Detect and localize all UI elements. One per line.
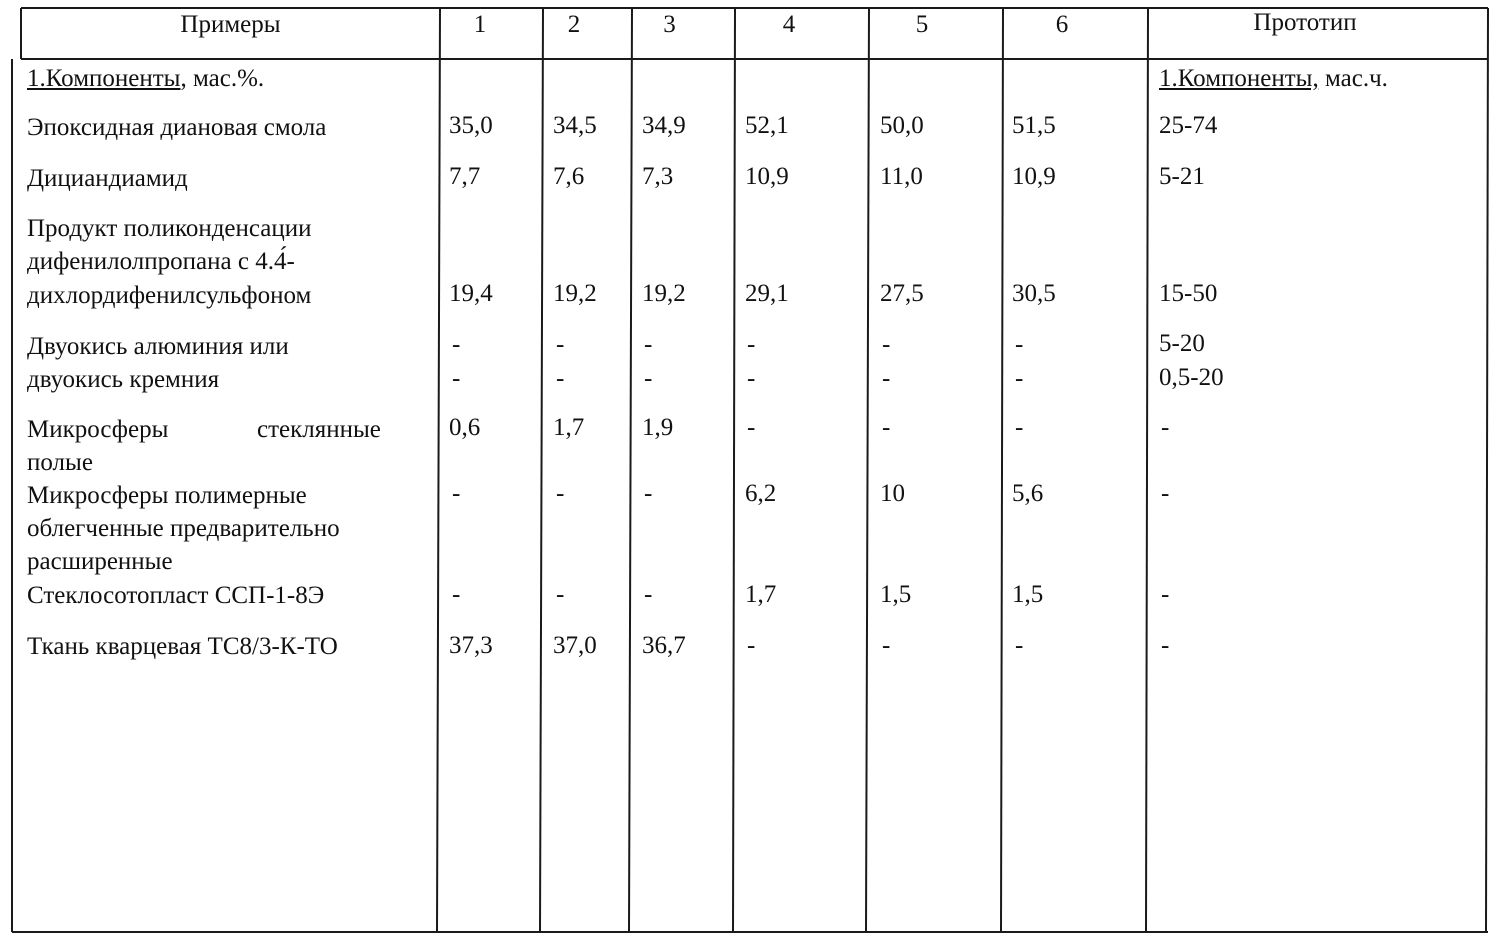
row-value: - <box>556 365 565 392</box>
row-prototype-value: 25-74 <box>1159 112 1218 139</box>
row-value: - <box>644 331 653 358</box>
row-value: 10,9 <box>745 163 789 190</box>
section-label-prototype-underlined: 1.Компоненты, <box>1159 65 1319 92</box>
row-value: 19,2 <box>553 280 597 307</box>
row-value: - <box>644 581 653 608</box>
row-prototype-value: - <box>1161 632 1170 659</box>
row-value: - <box>556 581 565 608</box>
row-value: 10,9 <box>1012 163 1056 190</box>
row-value: 1,5 <box>880 581 912 608</box>
row-name: Эпоксидная диановая смола <box>27 114 327 141</box>
row-value: 0,6 <box>449 414 481 441</box>
header-col-4: 4 <box>782 11 796 38</box>
header-prototype: Прототип <box>1253 9 1357 36</box>
row-prototype-value: 0,5-20 <box>1159 364 1224 391</box>
row-name: Продукт поликонденсации <box>27 215 312 242</box>
row-value: - <box>1015 331 1024 358</box>
row-value: 51,5 <box>1012 112 1056 139</box>
row-name: полые <box>27 449 93 476</box>
row-name: стеклянные <box>257 416 381 443</box>
row-value: - <box>882 365 891 392</box>
row-prototype-value: 5-20 <box>1159 330 1205 357</box>
row-name: двуокись кремния <box>27 366 220 393</box>
row-value: 1,7 <box>553 414 585 441</box>
row-value: 7,7 <box>449 163 481 190</box>
row-value: - <box>882 414 891 441</box>
row-value: 7,6 <box>553 163 585 190</box>
row-prototype-value: - <box>1161 581 1170 608</box>
row-value: 5,6 <box>1012 480 1044 507</box>
row-value: 10 <box>880 480 905 507</box>
row-value: - <box>644 365 653 392</box>
row-value: 36,7 <box>642 632 686 659</box>
row-value: 1,5 <box>1012 581 1044 608</box>
row-value: - <box>1015 414 1024 441</box>
row-name: дихлордифенилсульфоном <box>27 282 312 309</box>
row-value: 52,1 <box>745 112 789 139</box>
header-col-6: 6 <box>1055 11 1069 38</box>
row-value: - <box>882 632 891 659</box>
row-name: Ткань кварцевая ТС8/3-К-ТО <box>27 633 338 660</box>
header-col-5: 5 <box>915 11 929 38</box>
row-value: - <box>452 581 461 608</box>
row-value: - <box>556 331 565 358</box>
row-name: расширенные <box>27 548 173 575</box>
row-value: 35,0 <box>449 112 493 139</box>
row-value: 34,9 <box>642 112 686 139</box>
row-prototype-value: - <box>1161 414 1170 441</box>
row-value: 7,3 <box>642 163 674 190</box>
row-value: 1,7 <box>745 581 777 608</box>
row-value: 19,2 <box>642 280 686 307</box>
row-value: 34,5 <box>553 112 597 139</box>
row-name: Дициандиамид <box>27 165 188 192</box>
row-name: Микросферы <box>27 416 169 443</box>
row-value: - <box>452 365 461 392</box>
row-prototype-value: 15-50 <box>1159 280 1218 307</box>
row-value: - <box>1015 632 1024 659</box>
row-value: - <box>556 480 565 507</box>
row-value: - <box>644 480 653 507</box>
row-value: - <box>452 331 461 358</box>
header-col-3: 3 <box>663 11 676 38</box>
row-name: облегченные предварительно <box>27 515 340 542</box>
row-value: - <box>747 414 756 441</box>
row-value: 29,1 <box>745 280 789 307</box>
row-name: Стеклосотопласт ССП-1-8Э <box>27 582 325 609</box>
section-label-examples-rest: , мас.%. <box>180 65 265 92</box>
row-name: Микросферы полимерные <box>27 482 307 509</box>
row-prototype-value: 5-21 <box>1159 163 1205 190</box>
row-value: - <box>747 632 756 659</box>
row-value: - <box>747 365 756 392</box>
row-value: 37,3 <box>449 632 493 659</box>
row-value: 6,2 <box>745 480 777 507</box>
row-value: 27,5 <box>880 280 924 307</box>
row-value: 37,0 <box>553 632 597 659</box>
row-value: 50,0 <box>880 112 924 139</box>
row-name: Двуокись алюминия или <box>27 333 289 360</box>
row-value: 30,5 <box>1012 280 1056 307</box>
section-label-prototype-rest: мас.ч. <box>1318 65 1388 92</box>
header-col-2: 2 <box>567 11 581 38</box>
row-name: дифенилолпропана с 4.4́- <box>27 248 295 275</box>
header-examples: Примеры <box>180 11 281 38</box>
row-value: 11,0 <box>880 163 923 190</box>
row-value: - <box>882 331 891 358</box>
row-value: 19,4 <box>449 280 493 307</box>
row-value: 1,9 <box>642 414 674 441</box>
row-value: - <box>1015 365 1024 392</box>
row-value: - <box>452 480 461 507</box>
section-label-prototype <box>1159 62 1388 95</box>
section-label-examples <box>27 62 264 95</box>
header-col-1: 1 <box>473 11 487 38</box>
row-value: - <box>747 331 756 358</box>
row-prototype-value: - <box>1161 480 1170 507</box>
section-label-examples-underlined: 1.Компоненты <box>27 65 181 92</box>
